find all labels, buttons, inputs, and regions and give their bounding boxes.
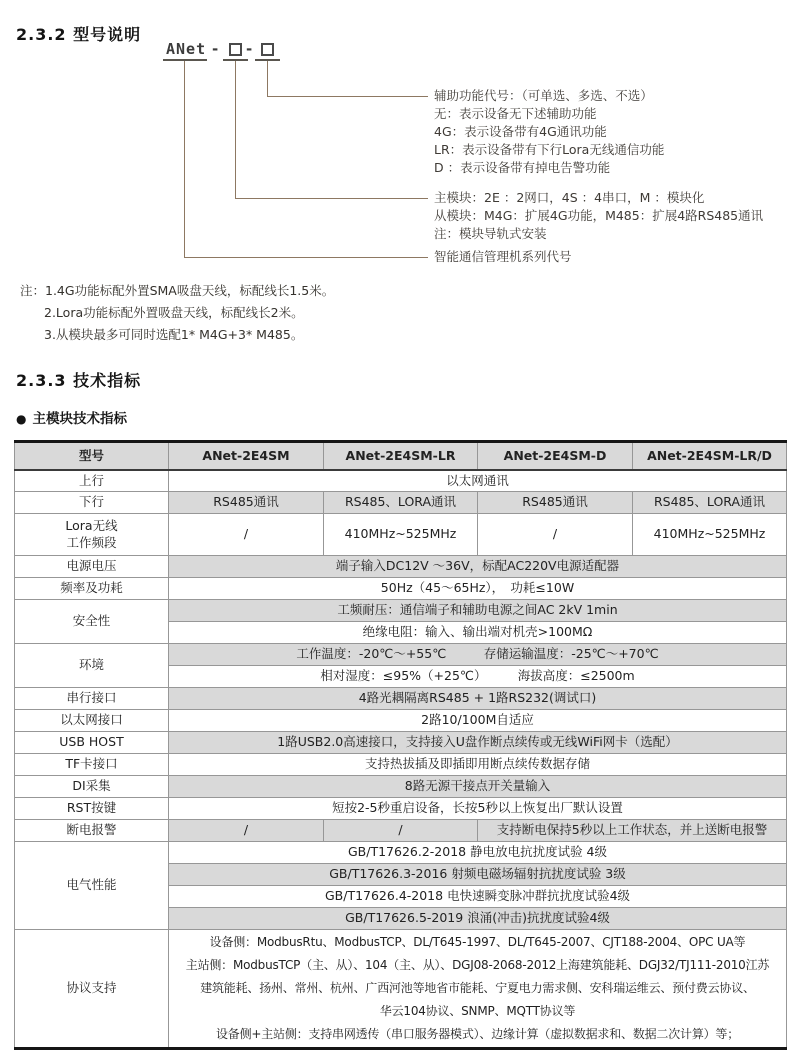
module-legend-line: 主模块：2E ：2网口，4S ：4串口，M ：模块化 — [434, 190, 705, 205]
spec-cell-line: 主站侧：ModbusTCP（主、从）、104（主、从）、DGJ08-2068-2012上海建筑能耗、DGJ32/TJ111-2010江苏 — [185, 958, 770, 972]
spec-value-cell: 工频耐压：通信端子和辅助电源之间AC 2kV 1min — [169, 600, 787, 622]
spec-table-row — [15, 442, 787, 470]
module-legend — [434, 189, 763, 243]
spec-value-cell: GB/T17626.5-2019 浪涌(冲击)抗扰度试验4级 — [169, 908, 787, 930]
spec-table-row — [15, 556, 787, 578]
model-note-line: 2.Lora功能标配外置吸盘天线，标配线长2米。 — [44, 305, 304, 320]
spec-table-caption-text: 主模块技术指标 — [32, 411, 127, 427]
module-legend-line: 从模块：M4G：扩展4G功能，M485：扩展4路RS485通讯 — [434, 208, 764, 223]
spec-value-cell: 支持热拔插及即插即用断点续传数据存储 — [169, 754, 787, 776]
model-note-line: 3.从模块最多可同时选配1* M4G+3* M485。 — [44, 327, 304, 342]
aux-legend-line: D ：表示设备带有掉电告警功能 — [434, 160, 611, 175]
spec-value-cell: 1路USB2.0高速接口，支持接入U盘作断点续传或无线WiFi网卡（选配） — [169, 732, 787, 754]
spec-value-cell: ANet-2E4SM-D — [478, 442, 633, 470]
spec-table-row — [15, 710, 787, 732]
spec-value-cell: 8路无源干接点开关量输入 — [169, 776, 787, 798]
series-code-underline — [163, 59, 207, 61]
aux-connector-horizontal — [267, 96, 428, 97]
aux-legend-line: 4G：表示设备带有4G通讯功能 — [434, 124, 607, 139]
spec-table-row — [15, 798, 787, 820]
spec-table-row — [15, 644, 787, 666]
spec-table-row — [15, 820, 787, 842]
spec-value-cell: ANet-2E4SM-LR/D — [633, 442, 787, 470]
spec-table-row — [15, 688, 787, 710]
spec-cell-line: Lora无线 — [65, 518, 118, 534]
spec-table-row — [15, 578, 787, 600]
spec-value-cell: 端子输入DC12V ～36V，标配AC220V电源适配器 — [169, 556, 787, 578]
spec-table-row — [15, 514, 787, 556]
model-notes — [20, 280, 334, 346]
spec-param-label-cell: DI采集 — [15, 776, 169, 798]
spec-value-cell: GB/T17626.3-2016 射频电磁场辐射抗扰度试验 3级 — [169, 864, 787, 886]
aux-legend-line: 无：表示设备无下述辅助功能 — [434, 106, 597, 121]
spec-param-label-cell: 电源电压 — [15, 556, 169, 578]
spec-value-cell: 410MHz~525MHz — [633, 514, 787, 556]
aux-function-legend — [434, 87, 664, 177]
spec-value-cell: RS485、LORA通讯 — [633, 492, 787, 514]
section-heading-spec: 2.3.3 技术指标 — [16, 371, 142, 390]
spec-value-cell: GB/T17626.2-2018 静电放电抗扰度试验 4级 — [169, 842, 787, 864]
spec-param-label-cell: 电气性能 — [15, 842, 169, 930]
spec-value-cell: / — [169, 820, 324, 842]
spec-value-cell: 410MHz~525MHz — [324, 514, 478, 556]
spec-value-cell — [169, 930, 787, 1049]
spec-param-label-cell: 以太网接口 — [15, 710, 169, 732]
spec-table-row — [15, 600, 787, 622]
spec-value-cell: 2路10/100M自适应 — [169, 710, 787, 732]
aux-placeholder-box — [261, 43, 274, 56]
spec-value-cell: RS485、LORA通讯 — [324, 492, 478, 514]
spec-value-cell: 50Hz（45～65Hz）， 功耗≤10W — [169, 578, 787, 600]
spec-value-cell: ANet-2E4SM — [169, 442, 324, 470]
spec-table-row — [15, 492, 787, 514]
spec-param-label-cell: USB HOST — [15, 732, 169, 754]
spec-param-label-cell: 协议支持 — [15, 930, 169, 1049]
spec-value-cell: RS485通讯 — [169, 492, 324, 514]
spec-value-cell: 短按2-5秒重启设备，长按5秒以上恢复出厂默认设置 — [169, 798, 787, 820]
spec-param-label-cell: RST按键 — [15, 798, 169, 820]
spec-value-cell: / — [169, 514, 324, 556]
spec-value-cell: 相对湿度：≤95%（+25℃） 海拔高度：≤2500m — [169, 666, 787, 688]
spec-cell-line: 设备侧+主站侧：支持串网透传（串口服务器模式）、边缘计算（虚拟数据求和、数据二次计算）等； — [215, 1027, 740, 1041]
spec-param-label-cell: 上行 — [15, 470, 169, 492]
spec-table-row — [15, 842, 787, 864]
spec-cell-line: 工作频段 — [66, 534, 117, 550]
spec-param-label-cell: 串行接口 — [15, 688, 169, 710]
spec-value-cell: GB/T17626.4-2018 电快速瞬变脉冲群抗扰度试验4级 — [169, 886, 787, 908]
spec-param-label-cell: 型号 — [15, 442, 169, 470]
spec-cell-line: 华云104协议、SNMP、MQTT协议等 — [379, 1004, 576, 1018]
aux-legend-line: 辅助功能代号：（可单选、多选、不选） — [434, 88, 653, 103]
spec-table-row — [15, 776, 787, 798]
aux-connector-vertical — [267, 61, 268, 96]
spec-value-cell: 工作温度：-20℃～+55℃ 存储运输温度：-25℃～+70℃ — [169, 644, 787, 666]
spec-value-cell: / — [324, 820, 478, 842]
spec-param-label-cell: TF卡接口 — [15, 754, 169, 776]
spec-cell-line: 建筑能耗、扬州、常州、杭州、广西河池等地省市能耗、宁夏电力需求侧、安科瑞运维云、预付费云协议、 — [200, 981, 755, 995]
model-naming-diagram — [0, 0, 800, 270]
model-note-line: 注：1.4G功能标配外置SMA吸盘天线，标配线长1.5米。 — [20, 283, 335, 298]
module-placeholder-box — [229, 43, 242, 56]
section-heading-model: 2.3.2 型号说明 — [16, 25, 142, 44]
module-legend-line: 注：模块导轨式安装 — [434, 226, 547, 241]
module-connector-vertical — [235, 61, 236, 198]
spec-param-label-cell — [15, 514, 169, 556]
spec-value-cell: RS485通讯 — [478, 492, 633, 514]
spec-value-cell: 支持断电保持5秒以上工作状态，并上送断电报警 — [478, 820, 787, 842]
spec-table-caption — [16, 407, 127, 427]
spec-value-cell: 4路光耦隔离RS485 + 1路RS232(调试口) — [169, 688, 787, 710]
spec-table-row — [15, 754, 787, 776]
spec-value-cell: / — [478, 514, 633, 556]
spec-value-cell: ANet-2E4SM-LR — [324, 442, 478, 470]
series-connector-vertical — [184, 61, 185, 257]
bullet-icon: ● — [16, 412, 27, 426]
spec-value-cell: 以太网通讯 — [169, 470, 787, 492]
spec-value-cell: 绝缘电阻：输入、输出端对机壳>100MΩ — [169, 622, 787, 644]
spec-table-body — [15, 442, 787, 1049]
series-code-label: 智能通信管理机系列代号 — [434, 249, 572, 264]
series-connector-horizontal — [184, 257, 428, 258]
spec-table-row — [15, 930, 787, 1049]
module-connector-horizontal — [235, 198, 428, 199]
model-dash-1: - — [212, 40, 219, 58]
spec-param-label-cell: 频率及功耗 — [15, 578, 169, 600]
spec-table-row — [15, 732, 787, 754]
model-dash-2: - — [246, 40, 253, 58]
spec-table-row — [15, 470, 787, 492]
aux-legend-line: LR：表示设备带有下行Lora无线通信功能 — [434, 142, 665, 157]
model-series-code: ANet — [166, 40, 207, 58]
spec-cell-line: 设备侧：ModbusRtu、ModbusTCP、DL/T645-1997、DL/T645-2007、CJT188-2004、OPC UA等 — [209, 935, 746, 949]
spec-param-label-cell: 安全性 — [15, 600, 169, 644]
spec-param-label-cell: 环境 — [15, 644, 169, 688]
spec-param-label-cell: 下行 — [15, 492, 169, 514]
spec-param-label-cell: 断电报警 — [15, 820, 169, 842]
spec-table — [14, 440, 787, 1050]
